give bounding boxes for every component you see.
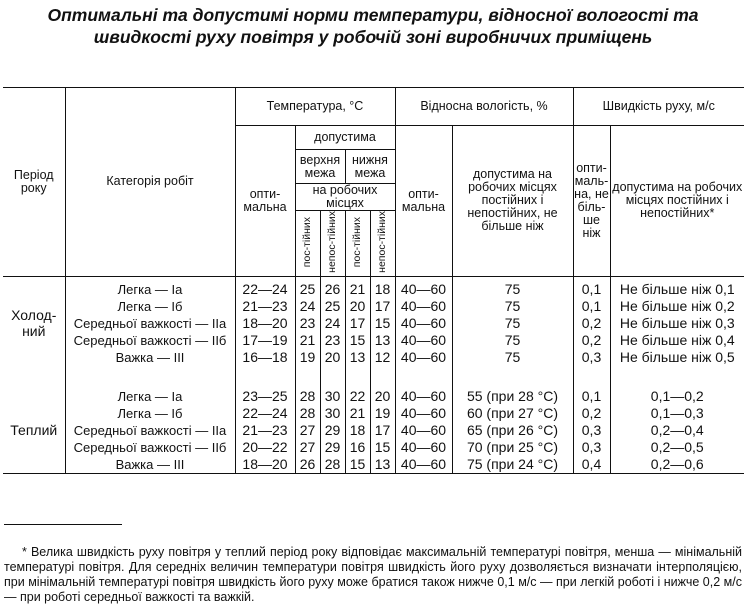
header-upper-permanent: пос-тійних [295, 211, 320, 277]
page-title: Оптимальні та допустимі норми температури, відносної вологості та швидкості руху повітря у робочій зоні виробничих приміщень [47, 5, 699, 47]
norms-table [3, 87, 744, 474]
table-row: Середньої важкості — ІІб 20—22 27 29 16 15 40—60 70 (при 25 °С) 0,3 0,2—0,5 [3, 439, 744, 456]
table-row: Середньої важкості — ІІа 18—20 23 24 17 15 40—60 75 0,2 Не більше ніж 0,3 [3, 315, 744, 332]
header-upper-nonpermanent: непос-тійних [320, 211, 345, 277]
table-row: Середньої важкості — ІІа 21—23 27 29 18 17 40—60 65 (при 26 °С) 0,3 0,2—0,4 [3, 422, 744, 439]
table-row: Середньої важкості — ІІб 17—19 21 23 15 13 40—60 75 0,2 Не більше ніж 0,4 [3, 332, 744, 349]
header-period: Період року [3, 88, 65, 277]
period-cell: Холод-ний [3, 281, 65, 366]
header-temperature: Температура, °С [235, 88, 395, 126]
footnote-divider [4, 524, 122, 525]
table-row: Важка — ІІІ 18—20 26 28 15 13 40—60 75 (при 24 °С) 0,4 0,2—0,6 [3, 456, 744, 474]
table-row: Холод-ний Легка — Іа 22—24 25 26 21 18 40—60 75 0,1 Не більше ніж 0,1 [3, 281, 744, 298]
table-row: Легка — Іб 22—24 28 30 21 19 40—60 60 (при 27 °С) 0,2 0,1—0,3 [3, 405, 744, 422]
header-humidity: Відносна вологість, % [395, 88, 573, 126]
footnote [4, 545, 742, 605]
header-lower-nonpermanent: непос-тійних [370, 211, 395, 277]
header-speed: Швидкість руху, м/с [573, 88, 744, 126]
header-speed-allowed: допустима на робочих місцях постійних і непостійних* [610, 126, 744, 277]
header-lower-permanent: пос-тійних [345, 211, 370, 277]
header-hum-allowed: допустима на робочих місцях постійних і непостійних, не більше ніж [452, 126, 573, 277]
header-temp-allowed: допустима [295, 126, 395, 150]
table-row: Теплий Легка — Іа 23—25 28 30 22 20 40—60 55 (при 28 °С) 0,1 0,1—0,2 [3, 388, 744, 405]
header-category: Категорія робіт [65, 88, 235, 277]
header-temp-optimal: опти-мальна [235, 126, 295, 277]
period-cell: Теплий [3, 388, 65, 474]
header-hum-optimal: опти-мальна [395, 126, 452, 277]
header-workplaces: на робочих місцях [295, 184, 395, 211]
header-upper-limit: верхня межа [295, 150, 345, 184]
table-row: Важка — ІІІ 16—18 19 20 13 12 40—60 75 0,3 Не більше ніж 0,5 [3, 349, 744, 366]
header-speed-optimal: опти-маль-на, не біль-ше ніж [573, 126, 610, 277]
header-lower-limit: нижня межа [345, 150, 395, 184]
table-row: Легка — Іб 21—23 24 25 20 17 40—60 75 0,1 Не більше ніж 0,2 [3, 298, 744, 315]
footnote-text: * Велика швидкість руху повітря у теплий період року відповідає максимальній температурі повітря, менша — мінімальній температурі повітря. Для середніх величин температури повітря швидкість його руху дозволяється визначати інтерполяцією, при мінімальній температурі повітря швидкість його руху може братися також нижче 0,1 м/с — при легкій роботі і нижче 0,2 м/с — при роботі середньої важкості та важкій. [4, 545, 742, 604]
